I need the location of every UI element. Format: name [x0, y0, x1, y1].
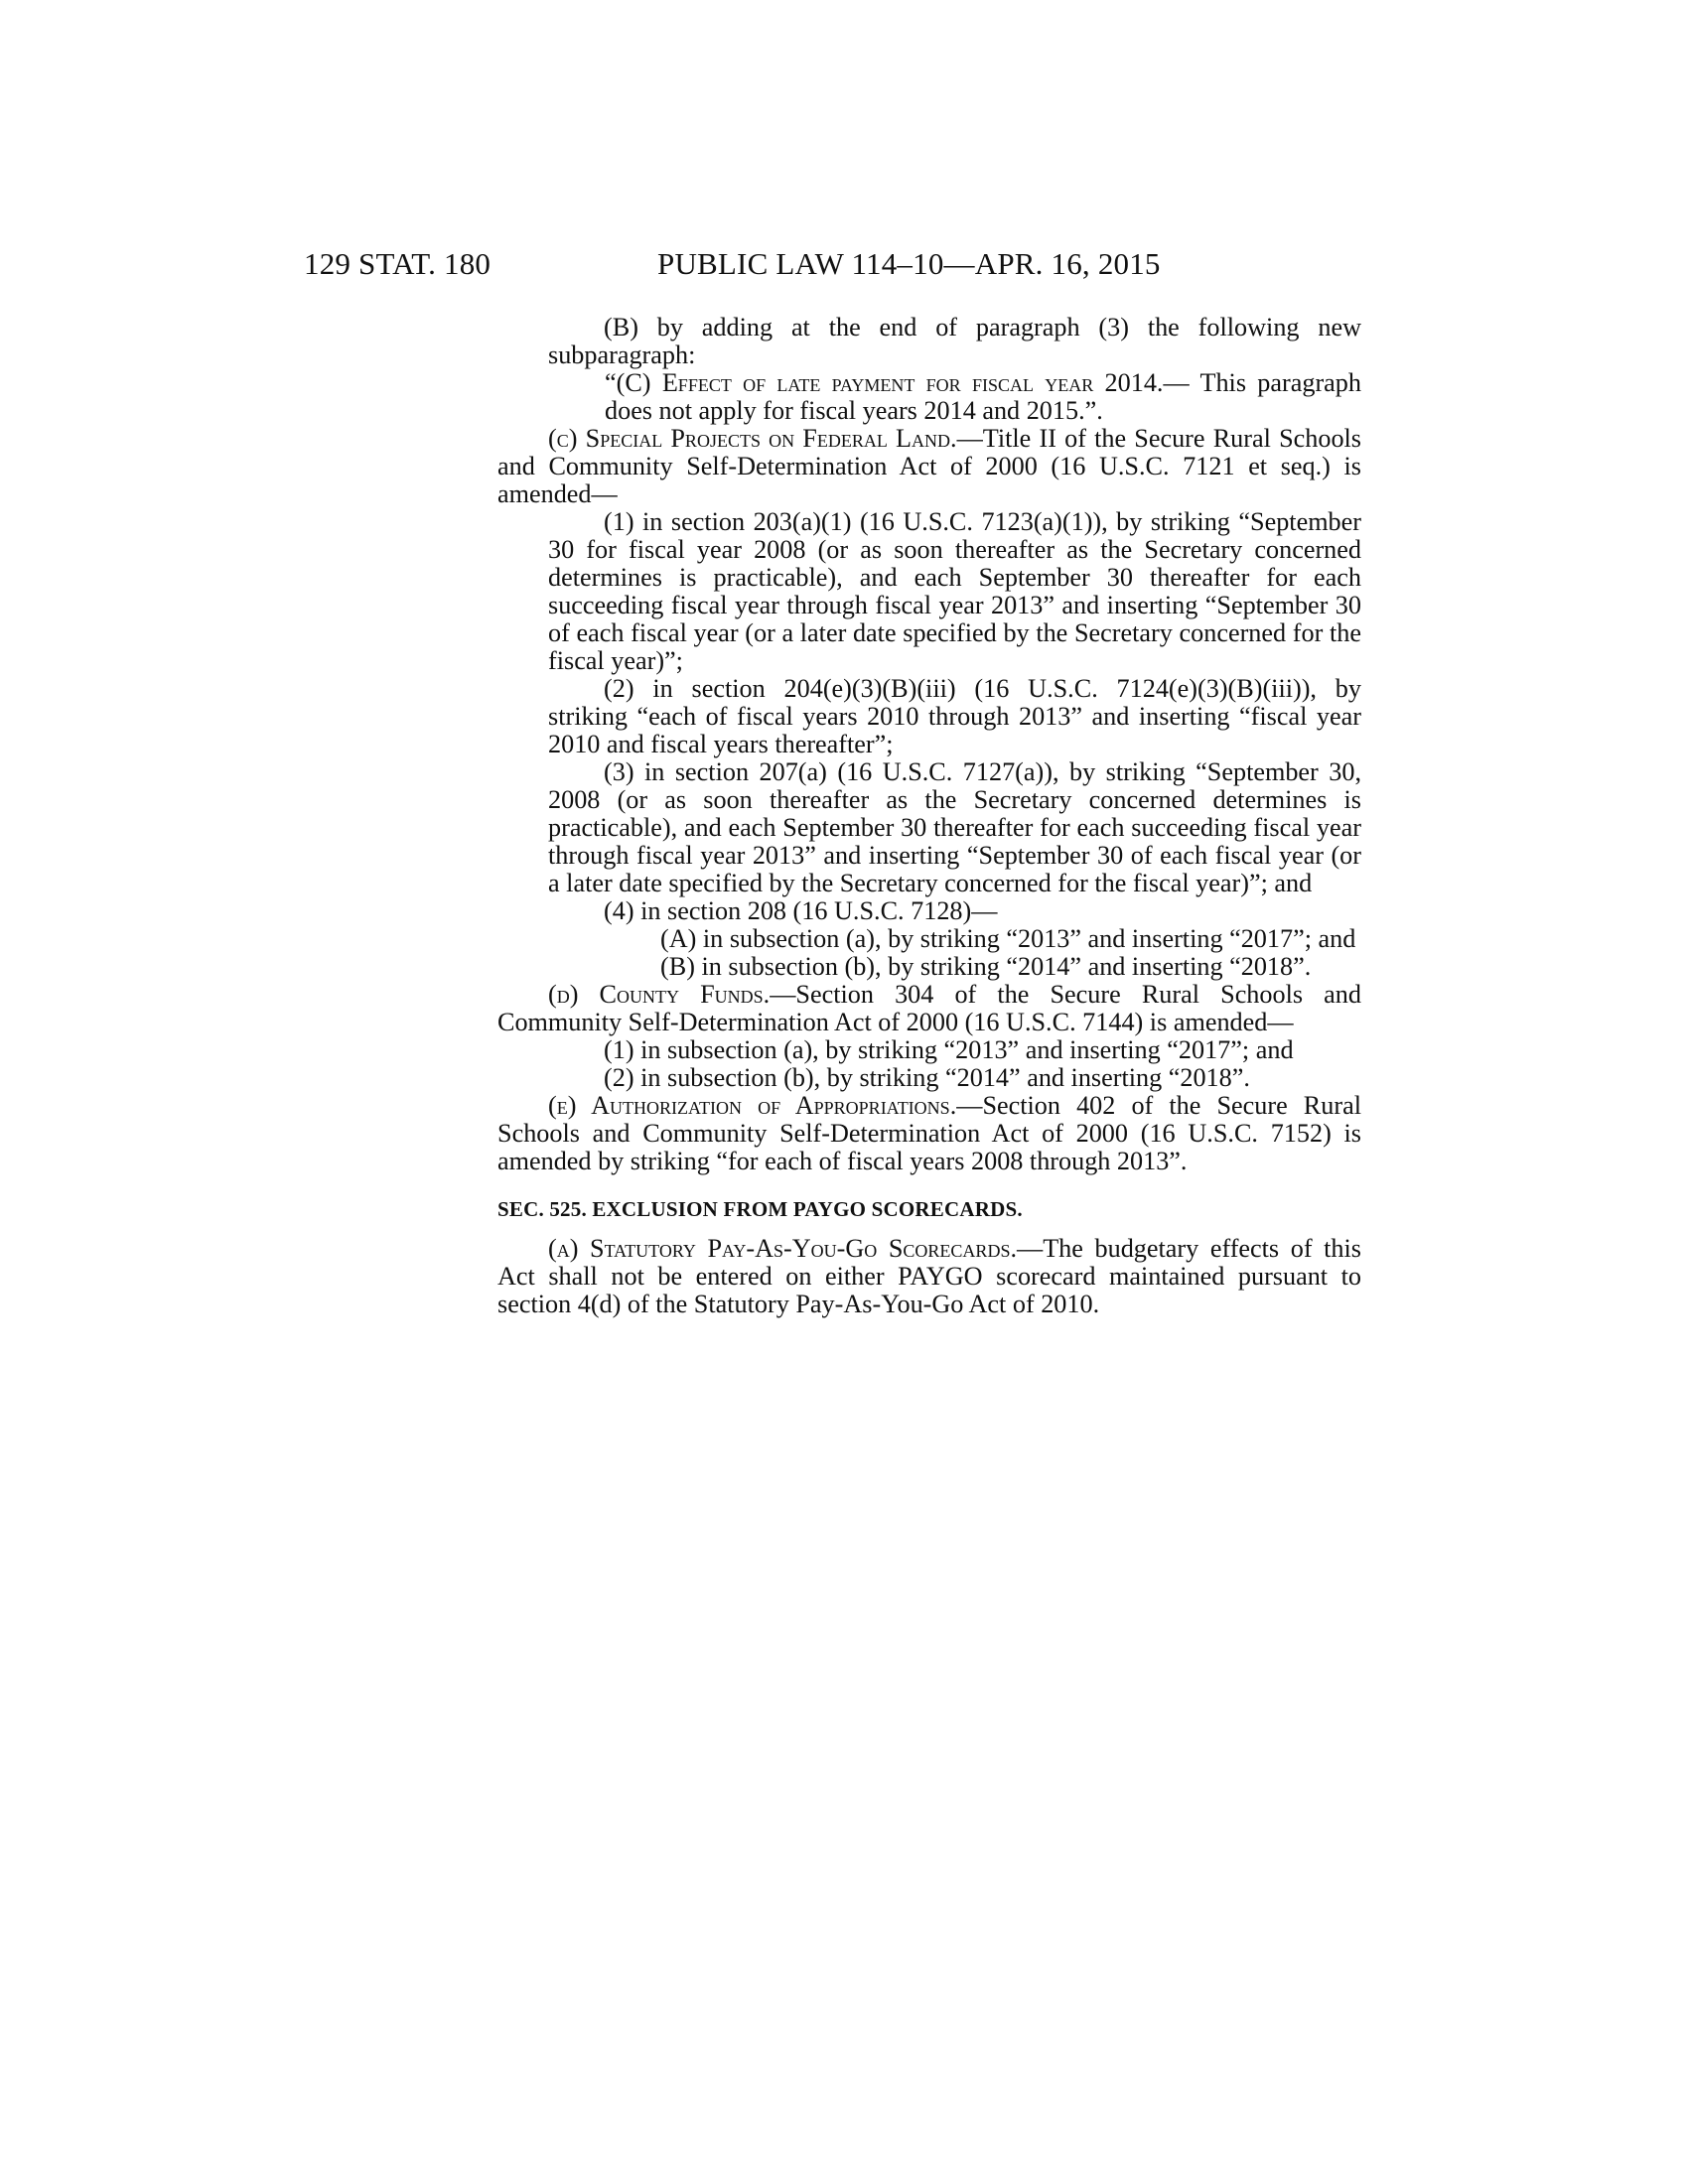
document-body — [497, 314, 1361, 1318]
subsection-d — [497, 981, 1361, 1036]
page-number: 129 STAT. 180 — [304, 246, 492, 281]
page-header — [0, 246, 1688, 286]
subparagraph-c — [497, 369, 1361, 425]
paragraph-c1: (1) in section 203(a)(1) (16 U.S.C. 7123(a)(1)), by striking “September 30 for fiscal year 2008 (or as soon thereafter as the Secretary concerned determines is practicable), and each September 30 thereafter for each succeeding fiscal year through fiscal year 2013” and inserting “September 30 of each fiscal year (or a later date specified by the Secretary concerned for the fiscal year)”; — [548, 507, 1361, 675]
subsection-d-text: —Section 304 of the Secure Rural Schools and Community Self-Determination Act of 2000 (16 U.S.C. 7144) is amended— — [497, 980, 1361, 1036]
subsection-c — [497, 425, 1361, 508]
paragraph-c4: (4) in section 208 (16 U.S.C. 7128)— — [604, 896, 998, 925]
subsection-d-label: (d) County Funds. — [548, 980, 771, 1009]
running-head: PUBLIC LAW 114–10—APR. 16, 2015 — [657, 246, 1161, 281]
subsection-e — [497, 1092, 1361, 1175]
subsection-a-text: —The budgetary effects of this Act shall not be entered on either PAYGO scorecard maintained pursuant to section 4(d) of the Statutory Pay-As-You-Go Act of 2010. — [497, 1234, 1361, 1318]
subsection-c-label: (c) Special Projects on Federal Land. — [548, 424, 957, 453]
subsection-a-label: (a) Statutory Pay-As-You-Go Scorecards. — [548, 1234, 1017, 1263]
subparagraph-c4b: (B) in subsection (b), by striking “2014” and inserting “2018”. — [660, 952, 1312, 981]
subsection-c-text: —Title II of the Secure Rural Schools and Community Self-Determination Act of 2000 (16 U.S.C. 7121 et seq.) is amended— — [497, 424, 1362, 508]
paragraph-d1: (1) in subsection (a), by striking “2013” and inserting “2017”; and — [604, 1035, 1294, 1064]
subsection-a — [497, 1235, 1361, 1318]
subsection-e-label: (e) Authorization of Appropriations. — [548, 1091, 957, 1120]
section-heading: SEC. 525. EXCLUSION FROM PAYGO SCORECARDS. — [497, 1197, 1023, 1221]
subparagraph-c-heading: “(C) Effect of late payment for fiscal year 2014.— — [605, 368, 1190, 397]
subsection-e-text: —Section 402 of the Secure Rural Schools and Community Self-Determination Act of 2000 (16 U.S.C. 7152) is amended by striking “for each of fiscal years 2008 through 2013”. — [497, 1091, 1361, 1175]
clause-b: (B) by adding at the end of paragraph (3) the following new subparagraph: — [548, 313, 1361, 369]
paragraph-c2: (2) in section 204(e)(3)(B)(iii) (16 U.S.C. 7124(e)(3)(B)(iii)), by striking “each of fiscal years 2010 through 2013” and inserting “fiscal year 2010 and fiscal years thereafter”; — [548, 674, 1361, 758]
subparagraph-c4a: (A) in subsection (a), by striking “2013” and inserting “2017”; and — [660, 924, 1356, 953]
paragraph-d2: (2) in subsection (b), by striking “2014” and inserting “2018”. — [604, 1063, 1250, 1092]
subparagraph-c-text: This paragraph does not apply for fiscal years 2014 and 2015.”. — [605, 368, 1361, 425]
paragraph-c3: (3) in section 207(a) (16 U.S.C. 7127(a)), by striking “September 30, 2008 (or as soon thereafter as the Secretary concerned determines is practicable), and each September 30 thereafter for each succeeding fiscal year through fiscal year 2013” and inserting “September 30 of each fiscal year (or a later date specified by the Secretary concerned for the fiscal year)”; and — [548, 757, 1361, 897]
